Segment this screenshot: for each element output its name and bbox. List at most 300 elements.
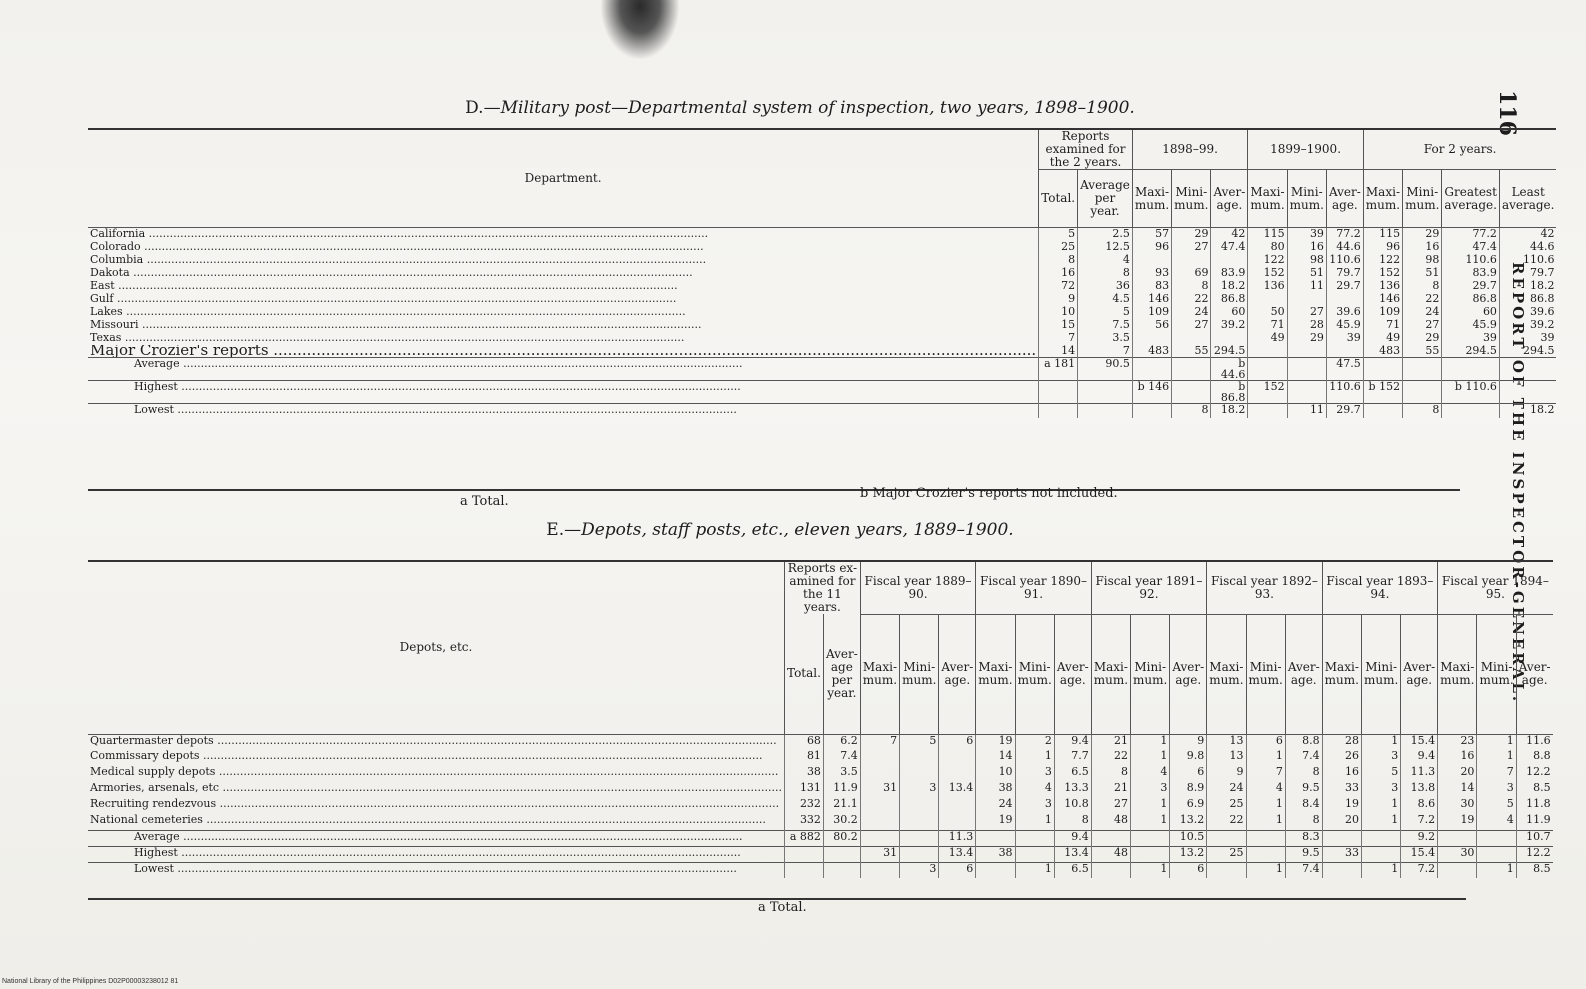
cell-y1-max: 83 [1132,280,1171,293]
cell-avg: 13.4 [1054,846,1091,862]
header-fiscal-year: Fiscal year 1892–93. [1207,561,1322,614]
cell-min: 3 [1361,750,1400,766]
cell-min: 1 [1131,750,1170,766]
header-avg: Aver- age. [1285,614,1322,734]
cell-min: 1 [1131,814,1170,830]
cell-avg: 10.5 [1170,830,1207,846]
cell-avg-year: 3.5 [1078,332,1133,345]
row-label: Average ..... [88,830,785,846]
row-label: Lowest ..... [88,404,1039,418]
cell-max: 31 [860,846,899,862]
cell-max: 28 [1322,734,1361,750]
cell-y1-avg: 18.2 [1211,280,1248,293]
cell-min [900,814,939,830]
cell-t-least: 110.6 [1499,254,1556,267]
cell-t-min [1403,381,1442,404]
cell-y1-avg: 60 [1211,306,1248,319]
cell-avg: 8.6 [1401,798,1438,814]
cell-t-max [1363,404,1402,418]
cell-y2-max: 50 [1248,306,1287,319]
summary-row [88,358,1556,381]
header-fiscal-year: Fiscal year 1889–90. [860,561,975,614]
cell-y2-avg: 39.6 [1326,306,1363,319]
cell-max [1091,862,1130,878]
header-max: Maxi- mum. [1248,170,1287,228]
cell-max: 7 [860,734,899,750]
cell-avg [939,766,976,782]
cell-max: 33 [1322,782,1361,798]
table-row [88,766,1553,782]
cell-min [900,846,939,862]
cell-t-least [1499,358,1556,381]
cell-y2-min: 16 [1287,241,1326,254]
cell-t-great: 77.2 [1442,228,1500,241]
scan-credit: National Library of the Philippines D02P00003238012 81 [2,978,179,985]
cell-avg: 15.4 [1401,734,1438,750]
cell-max: 13 [1207,750,1246,766]
cell-y1-min: 24 [1172,306,1211,319]
cell-t-max: 49 [1363,332,1402,345]
cell-min: 3 [900,782,939,798]
cell-min: 1 [1246,814,1285,830]
header-max: Maxi- mum. [1438,614,1477,734]
cell-t-least: 39.6 [1499,306,1556,319]
cell-min: 1 [1131,734,1170,750]
cell-y2-avg: 110.6 [1326,381,1363,404]
header-avg: Aver- age. [1211,170,1248,228]
cell-avg: 9.8 [1170,750,1207,766]
cell-y2-avg: 110.6 [1326,254,1363,267]
cell-total [1039,381,1078,404]
cell-max [1322,830,1361,846]
table-row [88,814,1553,830]
cell-min: 1 [1361,798,1400,814]
cell-t-max: 122 [1363,254,1402,267]
cell-min: 4 [1131,766,1170,782]
cell-y2-max [1248,345,1287,358]
cell-y2-min [1287,293,1326,306]
cell-min [1246,830,1285,846]
cell-min: 3 [900,862,939,878]
cell-max: 14 [976,750,1015,766]
cell-t-min: 27 [1403,319,1442,332]
cell-max [976,862,1015,878]
cell-max [1207,830,1246,846]
cell-avg: 6 [939,734,976,750]
cell-min: 1 [1246,862,1285,878]
cell-avg-year: 4 [1078,254,1133,267]
header-fiscal-year: Fiscal year 1890–91. [976,561,1091,614]
header-min: Mini- mum. [1287,170,1326,228]
cell-t-min: 24 [1403,306,1442,319]
cell-avg: 7.4 [1285,862,1322,878]
cell-avg: 13.4 [939,782,976,798]
header-avg: Aver- age. [1170,614,1207,734]
cell-y2-max: 49 [1248,332,1287,345]
header-reports-examined: Reports examined for the 2 years. [1039,129,1133,170]
cell-t-great: 29.7 [1442,280,1500,293]
header-year-1899-1900: 1899–1900. [1248,129,1363,170]
cell-t-least: 39 [1499,332,1556,345]
cell-total: 68 [785,734,824,750]
table-row [88,319,1556,332]
summary-row [88,830,1553,846]
header-reports-examined: Reports ex- amined for the 11 years. [785,561,861,614]
cell-max: 33 [1322,846,1361,862]
cell-max: 19 [1322,798,1361,814]
cell-max: 10 [976,766,1015,782]
cell-min: 5 [1477,798,1516,814]
cell-min: 3 [1015,766,1054,782]
cell-max: 25 [1207,846,1246,862]
cell-avg: 9.4 [1054,734,1091,750]
cell-y2-avg: 79.7 [1326,267,1363,280]
cell-y1-min: 8 [1172,404,1211,418]
cell-avg-year: 30.2 [823,814,860,830]
cell-avg: 11.9 [1516,814,1552,830]
cell-y2-max: 152 [1248,267,1287,280]
header-max: Maxi- mum. [1132,170,1171,228]
cell-avg: 13.2 [1170,814,1207,830]
cell-y2-min: 27 [1287,306,1326,319]
cell-max: 16 [1438,750,1477,766]
cell-min [900,750,939,766]
header-avg-per-year: Average per year. [1078,170,1133,228]
cell-y1-min [1172,332,1211,345]
header-fiscal-year: Fiscal year 1894–95. [1438,561,1553,614]
cell-t-min: 8 [1403,280,1442,293]
cell-avg-year [823,862,860,878]
cell-min: 2 [1015,734,1054,750]
cell-t-least: 44.6 [1499,241,1556,254]
cell-max: 9 [1207,766,1246,782]
cell-y2-min: 28 [1287,319,1326,332]
cell-max: 19 [1438,814,1477,830]
cell-total: 9 [1039,293,1078,306]
table-row [88,293,1556,306]
cell-t-great: 86.8 [1442,293,1500,306]
cell-avg: 8.9 [1170,782,1207,798]
cell-avg: 11.8 [1516,798,1552,814]
cell-t-max: 152 [1363,267,1402,280]
row-label: Columbia ..... [88,254,1039,267]
cell-max: 38 [976,846,1015,862]
cell-min: 1 [1131,798,1170,814]
cell-max: 19 [976,814,1015,830]
table-d-note-b: b Major Crozier's reports not included. [860,486,1118,501]
cell-min [1131,846,1170,862]
cell-y1-max: 96 [1132,241,1171,254]
row-label: Lowest ..... [88,862,785,878]
header-max: Maxi- mum. [976,614,1015,734]
cell-avg-year [1078,381,1133,404]
header-min: Mini- mum. [1477,614,1516,734]
cell-y2-min: 29 [1287,332,1326,345]
header-depots: Depots, etc. [88,561,785,734]
cell-total: 5 [1039,228,1078,241]
cell-avg-year: 12.5 [1078,241,1133,254]
header-department: Department. [88,129,1039,228]
cell-t-least: 294.5 [1499,345,1556,358]
cell-min [1361,846,1400,862]
cell-max: 8 [1091,766,1130,782]
cell-y2-min [1287,381,1326,404]
cell-t-min: 22 [1403,293,1442,306]
cell-min: 1 [1361,734,1400,750]
cell-max: 21 [1091,734,1130,750]
cell-min: 1 [1015,862,1054,878]
cell-avg-year: 4.5 [1078,293,1133,306]
cell-min: 4 [1246,782,1285,798]
cell-avg: 13.8 [1401,782,1438,798]
cell-min [900,798,939,814]
cell-avg: 6 [1170,766,1207,782]
cell-max: 20 [1438,766,1477,782]
cell-max: 38 [976,782,1015,798]
row-label: Quartermaster depots ..... [88,734,785,750]
table-row [88,228,1556,241]
cell-avg-year: 7 [1078,345,1133,358]
cell-t-least: 79.7 [1499,267,1556,280]
cell-t-min: 98 [1403,254,1442,267]
header-fiscal-year: Fiscal year 1893–94. [1322,561,1437,614]
cell-max: 48 [1091,846,1130,862]
cell-min [1015,830,1054,846]
cell-total: 7 [1039,332,1078,345]
cell-min: 1 [1015,814,1054,830]
cell-max: 25 [1207,798,1246,814]
cell-y2-max: 136 [1248,280,1287,293]
cell-total: 38 [785,766,824,782]
cell-y2-max: 115 [1248,228,1287,241]
cell-y1-avg: 47.4 [1211,241,1248,254]
cell-y1-avg: b 86.8 [1211,381,1248,404]
cell-avg: 11.3 [1401,766,1438,782]
cell-y1-avg: 83.9 [1211,267,1248,280]
cell-t-great: 294.5 [1442,345,1500,358]
cell-y2-min: 11 [1287,404,1326,418]
cell-t-least: 18.2 [1499,404,1556,418]
cell-max: 48 [1091,814,1130,830]
cell-min: 5 [900,734,939,750]
cell-min: 3 [1131,782,1170,798]
cell-max: 31 [860,782,899,798]
header-least-avg: Least average. [1499,170,1556,228]
cell-avg: 9.5 [1285,846,1322,862]
cell-max: 22 [1207,814,1246,830]
table-d [88,128,1556,418]
cell-avg: 12.2 [1516,846,1552,862]
table-e-note-a: a Total. [758,900,807,915]
table-row [88,798,1553,814]
cell-t-min: 55 [1403,345,1442,358]
cell-total: 332 [785,814,824,830]
cell-avg-year: 5 [1078,306,1133,319]
cell-y1-avg: 294.5 [1211,345,1248,358]
cell-avg: 10.7 [1516,830,1552,846]
table-e-title-lead: E.— [546,520,582,540]
cell-t-great: 47.4 [1442,241,1500,254]
cell-t-great: 60 [1442,306,1500,319]
cell-max: 23 [1438,734,1477,750]
cell-y2-avg: 77.2 [1326,228,1363,241]
cell-max [1438,830,1477,846]
cell-y1-max [1132,358,1171,381]
cell-total [785,846,824,862]
cell-y2-min: 51 [1287,267,1326,280]
row-label: Colorado ..... [88,241,1039,254]
cell-max: 19 [976,734,1015,750]
row-label: Average ..... [88,358,1039,381]
header-min: Mini- mum. [1246,614,1285,734]
cell-avg: 15.4 [1401,846,1438,862]
cell-avg-year: 90.5 [1078,358,1133,381]
table-e-title [400,520,1160,540]
cell-avg: 6 [939,862,976,878]
cell-min [1477,846,1516,862]
cell-t-least [1499,381,1556,404]
row-label: National cemeteries ..... [88,814,785,830]
cell-y1-max [1132,332,1171,345]
cell-y1-avg: b 44.6 [1211,358,1248,381]
cell-max: 30 [1438,798,1477,814]
cell-min [1246,846,1285,862]
cell-min: 1 [1246,798,1285,814]
cell-y1-avg [1211,332,1248,345]
cell-y1-max [1132,254,1171,267]
header-avg: Aver- age. [1516,614,1552,734]
table-e [88,560,1553,878]
cell-total [1039,404,1078,418]
cell-min: 4 [1015,782,1054,798]
cell-min [900,830,939,846]
cell-max [860,862,899,878]
table-row [88,267,1556,280]
header-min: Mini- mum. [1015,614,1054,734]
cell-avg-year [823,846,860,862]
cell-t-least: 86.8 [1499,293,1556,306]
row-label: East ..... [88,280,1039,293]
cell-total: 81 [785,750,824,766]
cell-avg: 13.2 [1170,846,1207,862]
cell-t-max: 115 [1363,228,1402,241]
table-row [88,345,1556,358]
header-min: Mini- mum. [1403,170,1442,228]
cell-total: a 181 [1039,358,1078,381]
cell-max [860,766,899,782]
cell-avg: 9.4 [1401,750,1438,766]
cell-avg: 6 [1170,862,1207,878]
header-avg: Aver- age. [939,614,976,734]
table-row [88,280,1556,293]
cell-max [976,830,1015,846]
cell-t-great: 110.6 [1442,254,1500,267]
cell-max: 21 [1091,782,1130,798]
row-label: Dakota ..... [88,267,1039,280]
cell-max: 26 [1322,750,1361,766]
row-label: Medical supply depots ..... [88,766,785,782]
cell-t-max: b 152 [1363,381,1402,404]
cell-t-min: 51 [1403,267,1442,280]
row-label: Major Crozier's reports ..... [88,345,1039,358]
row-label: Texas ..... [88,332,1039,345]
cell-y1-min [1172,254,1211,267]
cell-total: a 882 [785,830,824,846]
cell-y2-avg: 29.7 [1326,280,1363,293]
cell-y2-avg [1326,345,1363,358]
row-label: Highest ..... [88,381,1039,404]
cell-total: 72 [1039,280,1078,293]
cell-avg: 8 [1054,814,1091,830]
cell-t-great: b 110.6 [1442,381,1500,404]
cell-min: 1 [1477,750,1516,766]
cell-max [1438,862,1477,878]
cell-t-max [1363,358,1402,381]
cell-t-max: 483 [1363,345,1402,358]
cell-max: 22 [1091,750,1130,766]
cell-t-max: 71 [1363,319,1402,332]
cell-total: 16 [1039,267,1078,280]
cell-avg-year: 11.9 [823,782,860,798]
cell-y2-avg: 29.7 [1326,404,1363,418]
cell-min: 1 [1246,750,1285,766]
cell-total: 8 [1039,254,1078,267]
row-label: California ..... [88,228,1039,241]
cell-y2-min [1287,358,1326,381]
cell-y1-min: 55 [1172,345,1211,358]
table-row [88,241,1556,254]
cell-max [860,830,899,846]
cell-y2-max: 122 [1248,254,1287,267]
row-label: Gulf ..... [88,293,1039,306]
cell-avg-year: 80.2 [823,830,860,846]
running-head: REPORT OF THE INSPECTOR-GENERAL. [1509,262,1527,705]
cell-avg: 8.8 [1285,734,1322,750]
cell-min [1361,830,1400,846]
cell-avg: 9.5 [1285,782,1322,798]
cell-max: 27 [1091,798,1130,814]
cell-y1-max: b 146 [1132,381,1171,404]
cell-t-min: 8 [1403,404,1442,418]
cell-min [1131,830,1170,846]
table-row [88,306,1556,319]
cell-min: 1 [1361,814,1400,830]
cell-min: 1 [1131,862,1170,878]
cell-avg: 13.4 [939,846,976,862]
header-avg: Aver- age. [1054,614,1091,734]
cell-t-least: 18.2 [1499,280,1556,293]
cell-y2-max [1248,358,1287,381]
cell-y2-max [1248,404,1287,418]
cell-y2-min [1287,345,1326,358]
cell-min: 5 [1361,766,1400,782]
cell-avg: 8 [1285,766,1322,782]
cell-avg: 13.3 [1054,782,1091,798]
cell-total [785,862,824,878]
header-min: Mini- mum. [1361,614,1400,734]
cell-avg: 8.4 [1285,798,1322,814]
row-label: Lakes ..... [88,306,1039,319]
cell-max [860,814,899,830]
cell-avg: 7.4 [1285,750,1322,766]
cell-t-max: 146 [1363,293,1402,306]
cell-avg-year: 7.5 [1078,319,1133,332]
cell-t-least: 42 [1499,228,1556,241]
cell-max: 14 [1438,782,1477,798]
cell-avg: 11.3 [939,830,976,846]
cell-t-great [1442,404,1500,418]
cell-t-min [1403,358,1442,381]
